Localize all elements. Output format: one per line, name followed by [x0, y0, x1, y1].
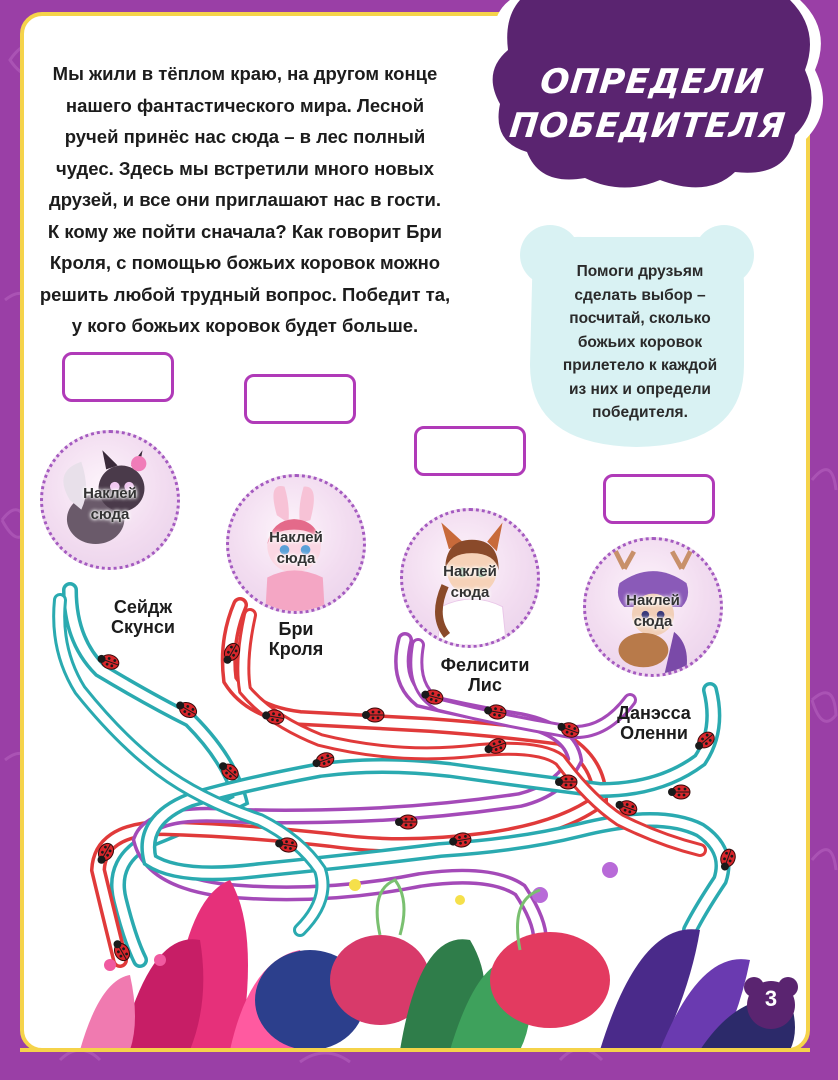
- character-name-line: Лис: [468, 675, 502, 695]
- title-line-2: ПОБЕДИТЕЛЯ: [507, 106, 788, 146]
- sticker-label-line: сюда: [90, 506, 130, 523]
- sticker-label-line: сюда: [450, 584, 490, 601]
- intro-line: Кроля, с помощью божьих коровок можно: [49, 252, 441, 273]
- page-number: 3: [764, 986, 778, 1011]
- hint-line: божьих коровок: [577, 333, 703, 351]
- character-name-line: Фелисити: [440, 655, 530, 675]
- hint-line: сделать выбор –: [574, 286, 706, 304]
- sticker-label-line: сюда: [276, 550, 316, 567]
- hint-line: из них и определи: [569, 380, 711, 398]
- intro-line: ручей принёс нас сюда – в лес полный: [64, 126, 426, 147]
- intro-line: нашего фантастического мира. Лесной: [65, 94, 425, 116]
- character-name-line: Сейдж: [113, 597, 173, 617]
- sticker-label-line: Наклей: [269, 529, 323, 546]
- hint-line: прилетело к каждой: [562, 357, 718, 374]
- intro-line: решить любой трудный вопрос. Победит та,: [39, 283, 451, 305]
- intro-line: Мы жили в тёплом краю, на другом конце: [52, 63, 438, 84]
- intro-line: друзей, и все они приглашают нас в гости.: [48, 189, 442, 210]
- title-line-1: ОПРЕДЕЛИ: [538, 62, 767, 102]
- intro-line: чудес. Здесь мы встретили много новых: [55, 157, 435, 179]
- character-name-line: Скунси: [111, 617, 175, 637]
- character-name-line: Кроля: [268, 639, 324, 659]
- sticker-label-line: сюда: [633, 613, 673, 630]
- character-name-line: Данэсса: [617, 703, 691, 723]
- sticker-label-line: Наклей: [443, 563, 497, 580]
- character-name-line: Бри: [278, 619, 314, 639]
- hint-line: Помоги друзьям: [576, 263, 704, 280]
- hint-line: посчитай, сколько: [569, 310, 711, 327]
- character-name-line: Оленни: [620, 723, 688, 743]
- sticker-label-line: Наклей: [626, 592, 680, 609]
- intro-line: у кого божьих коровок будет больше.: [71, 315, 419, 336]
- intro-line: К кому же пойти сначала? Как говорит Бри: [47, 220, 443, 242]
- sticker-label-line: Наклей: [83, 485, 137, 502]
- hint-line: победителя.: [592, 404, 688, 421]
